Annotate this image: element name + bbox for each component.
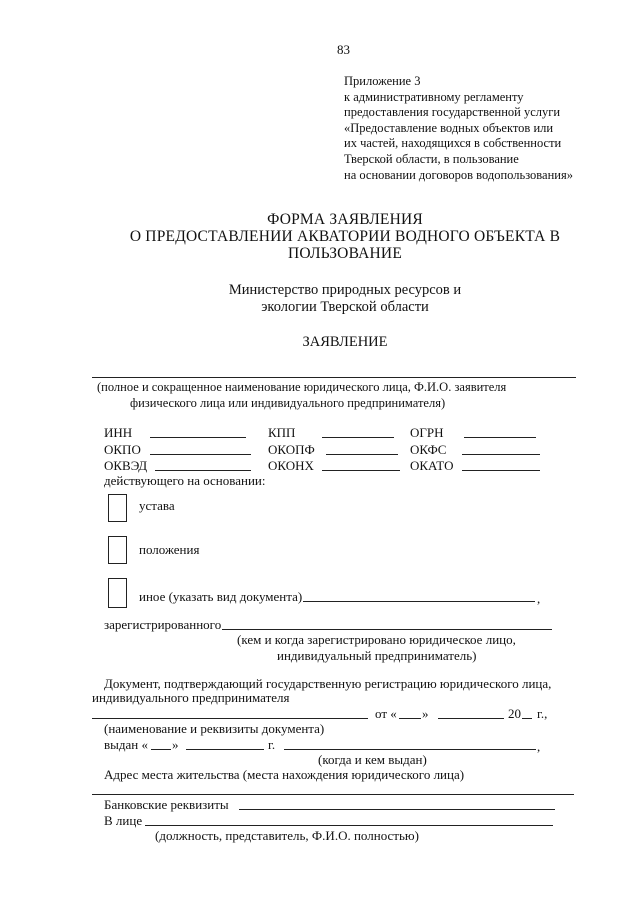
applicant-caption-line-1: (полное и сокращенное наименование юридического лица, Ф.И.О. заявителя [97, 380, 507, 394]
in-person-label: В лице [104, 813, 143, 828]
okonh-label: ОКОНХ [268, 458, 314, 473]
registered-field[interactable] [222, 629, 552, 630]
bank-details-label: Банковские реквизиты [104, 797, 229, 812]
appendix-line: «Предоставление водных объектов или [344, 120, 554, 135]
issued-day-field[interactable] [151, 749, 171, 750]
issued-comma: , [537, 739, 541, 754]
registration-doc-line-1: Документ, подтверждающий государственную регистрацию юридического лица, [104, 676, 552, 691]
other-document-field[interactable] [303, 601, 535, 602]
bank-details-field[interactable] [239, 809, 555, 810]
addressee-line-1: Министерство природных ресурсов и [228, 282, 462, 298]
charter-label: устава [139, 498, 175, 513]
registered-caption-line-1: (кем и когда зарегистрировано юридическое лицо, [237, 632, 516, 647]
doc-date-quote-close: » [422, 706, 429, 721]
okpo-label: ОКПО [104, 442, 141, 457]
okonh-field[interactable] [322, 470, 400, 471]
form-title-line-2: О ПРЕДОСТАВЛЕНИИ АКВАТОРИИ ВОДНОГО ОБЪЕКТА В [129, 228, 561, 245]
okfs-label: ОКФС [410, 442, 447, 457]
doc-month-field[interactable] [438, 718, 504, 719]
form-title-line-1: ФОРМА ЗАЯВЛЕНИЯ [267, 211, 423, 228]
doc-day-field[interactable] [399, 718, 421, 719]
appendix-line: предоставления государственной услуги [344, 105, 561, 120]
appendix-header [344, 74, 573, 183]
in-person-caption: (должность, представитель, Ф.И.О. полностью) [155, 828, 419, 843]
issued-month-field[interactable] [186, 749, 264, 750]
okpo-field[interactable] [150, 454, 251, 455]
other-document-comma: , [537, 591, 541, 606]
charter-checkbox[interactable] [108, 494, 127, 522]
page-number: 83 [337, 42, 350, 57]
acting-basis-label: действующего на основании: [104, 473, 266, 488]
okved-label: ОКВЭД [104, 458, 148, 473]
other-document-checkbox[interactable] [108, 578, 127, 608]
address-field[interactable] [92, 794, 574, 795]
doc-year-suffix: г., [537, 706, 548, 721]
ogrn-label: ОГРН [410, 425, 444, 440]
issued-quote-close: » [172, 737, 179, 752]
appendix-line: их частей, находящихся в собственности [344, 136, 562, 151]
address-label: Адрес места жительства (места нахождения юридического лица) [104, 767, 465, 782]
regulation-label: положения [139, 542, 200, 557]
issued-caption: (когда и кем выдан) [318, 752, 427, 767]
registered-label: зарегистрированного [104, 617, 222, 632]
appendix-line: Приложение 3 [344, 74, 421, 88]
doc-year-prefix: 20 [508, 706, 521, 721]
kpp-label: КПП [268, 425, 296, 440]
doc-date-from: от « [375, 706, 397, 721]
regulation-checkbox[interactable] [108, 536, 127, 564]
registration-doc-name-field[interactable] [92, 718, 368, 719]
inn-label: ИНН [104, 425, 133, 440]
okopf-field[interactable] [326, 454, 398, 455]
kpp-field[interactable] [322, 437, 394, 438]
issued-g: г. [268, 737, 276, 752]
issued-by-field[interactable] [284, 749, 536, 750]
applicant-name-field[interactable] [92, 377, 576, 378]
doc-year-field[interactable] [522, 718, 532, 719]
registration-doc-line-2: индивидуального предпринимателя [92, 690, 290, 705]
in-person-field[interactable] [145, 825, 553, 826]
okato-label: ОКАТО [410, 458, 454, 473]
issued-label: выдан « [104, 737, 148, 752]
registered-caption-line-2: индивидуальный предприниматель) [277, 648, 477, 663]
okfs-field[interactable] [462, 454, 540, 455]
okopf-label: ОКОПФ [268, 442, 315, 457]
inn-field[interactable] [150, 437, 246, 438]
okato-field[interactable] [462, 470, 540, 471]
other-document-label: иное (указать вид документа) [139, 589, 303, 604]
doc-name-caption: (наименование и реквизиты документа) [104, 721, 325, 736]
ogrn-field[interactable] [464, 437, 536, 438]
addressee-line-2: экологии Тверской области [261, 299, 429, 315]
appendix-line: Тверской области, в пользование [344, 151, 519, 166]
okved-field[interactable] [155, 470, 251, 471]
appendix-line: на основании договоров водопользования» [344, 167, 573, 182]
applicant-caption-line-2: физического лица или индивидуального предпринимателя) [130, 396, 446, 410]
appendix-line: к административному регламенту [344, 89, 524, 104]
form-title-line-3: ПОЛЬЗОВАНИЕ [287, 245, 402, 262]
statement-title: ЗАЯВЛЕНИЕ [302, 334, 388, 350]
